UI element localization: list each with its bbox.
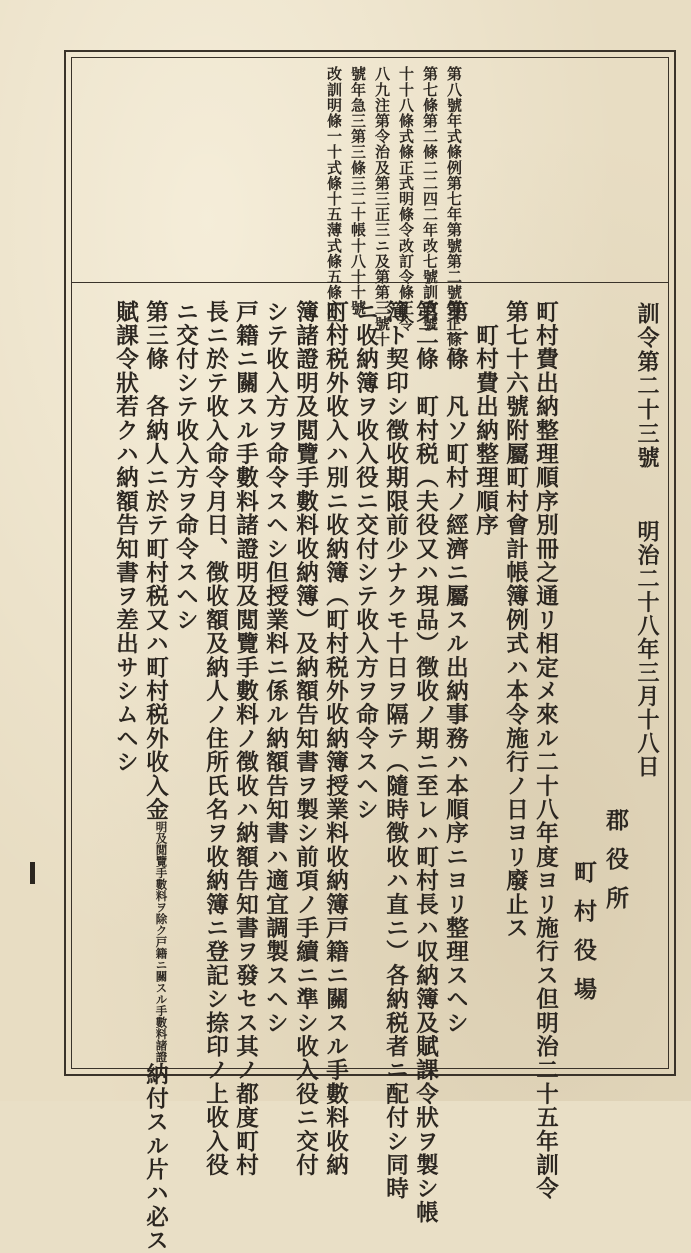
document-title: 訓令第二十三號 — [634, 302, 660, 470]
header-column-6: 改訓明條一十式條十五薄式條五條六六 — [325, 66, 343, 332]
header-divider — [72, 282, 668, 283]
body-column-15: 賦課令狀若クハ納額告知書ヲ差出サシムヘシ — [112, 300, 139, 774]
issuer-district-office: 郡役所 — [602, 808, 629, 925]
body-column-14 — [144, 300, 167, 1253]
body-column-11: 戸籍ニ關スル手數料諸證明及閲覽手數料ノ徴收ハ納額告知書ヲ發セス其ノ都度町村 — [232, 300, 259, 1177]
body-column-4: 第一條 凡ソ町村ノ經濟ニ屬スル出納事務ハ本順序ニヨリ整理スヘシ — [442, 300, 469, 1035]
body-column-5: 第二條 町村税（夫役又ハ現品）徴收ノ期ニ至レハ町村長ハ収納簿及賦課令狀ヲ製シ帳 — [412, 300, 439, 1225]
header-column-4: 八九注第令治及第三正三ニ及第第三號十 — [373, 66, 391, 347]
issuer-town-office: 町村役場 — [570, 860, 597, 1016]
header-column-1: 第八號年式條例第七年第號第二號第正條三 — [445, 66, 463, 363]
inline-annotation-left: 明及閲覽手數料ヲ除ク — [154, 821, 169, 937]
body-column-3: 町村費出納整理順序 — [472, 300, 499, 537]
article-3-lead: 第三條 各納人ニ於テ町村税又ハ町村税外收入金 — [142, 300, 169, 822]
inline-annotation-right: 戸籍ニ關スル手數料諸證 — [154, 936, 169, 1063]
body-column-8: 町村税外收入ハ別ニ收納簿（町村税外收納簿授業料收納簿戸籍ニ關スル手數料收納 — [322, 300, 349, 1177]
article-3-tail: 納付スル片ハ必ス — [142, 1062, 169, 1253]
page-margin-mark — [30, 862, 35, 884]
body-column-2: 第七十六號附屬町村會計帳簿例式ハ本令施行ノ日ヨリ廢止ス — [502, 300, 529, 940]
inline-annotation — [153, 821, 167, 1063]
issue-date: 明治二十八年三月十八日 — [634, 520, 660, 779]
body-column-13: ニ交付シテ收入方ヲ命令スヘシ — [172, 300, 199, 632]
body-column-10: シテ收入方ヲ命令スヘシ但授業料ニ係ル納額告知書ハ適宜調製スヘシ — [262, 300, 289, 1035]
body-column-6: 簿ト契印シ徴收期限前少ナクモ十日ヲ隔テ（隨時徴收ハ直ニ）各納税者ニ配付シ同時 — [382, 300, 409, 1201]
body-column-7: ニ收納簿ヲ收入役ニ交付シテ收入方ヲ命令スヘシ — [352, 300, 379, 822]
header-column-5: 號年急三第三條三二十帳十八十十號 — [349, 66, 367, 316]
body-column-12: 長ニ於テ收入命令月日、徴收額及納人ノ住所氏名ヲ收納簿ニ登記シ捺印ノ上收入役 — [202, 300, 229, 1177]
body-column-1: 町村費出納整理順序別冊之通リ相定メ來ル二十八年度ヨリ施行ス但明治二十五年訓令 — [532, 300, 559, 1201]
body-column-9: 簿諸證明及閲覽手數料收納簿）及納額告知書ヲ製シ前項ノ手續ニ準シ收入役ニ交付 — [292, 300, 319, 1177]
header-column-3: 十十八條式條正式明條令改訂令條正令 — [397, 66, 415, 332]
header-column-2: 第七條第二條二二四二年改七號訓改號 — [421, 66, 439, 332]
